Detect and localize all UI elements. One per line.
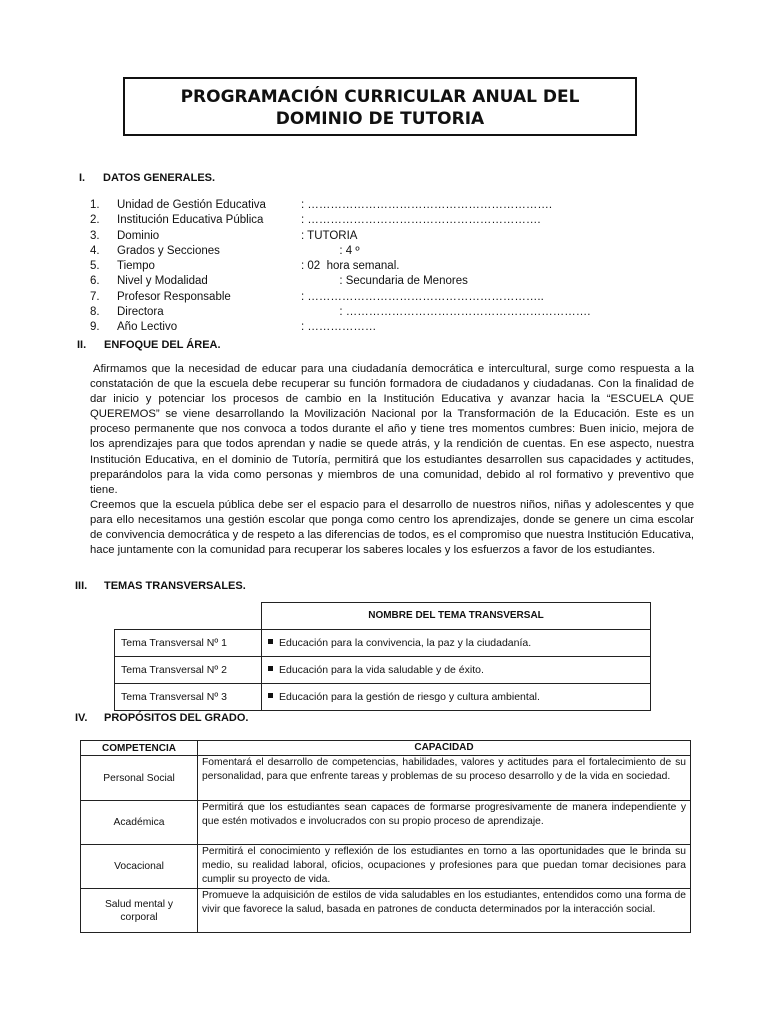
propositos-table [80, 740, 691, 933]
item-label: Tiempo [117, 260, 155, 273]
table-header-row [115, 603, 651, 630]
table-cell: Permitirá que los estudiantes sean capaces de formarse progresivamente de manera independiente y que estén motivados e involucrados con su propio proceso de aprendizaje. [198, 801, 691, 845]
item-value: : Secundaria de Menores [301, 275, 468, 288]
section-number: IV. [75, 712, 88, 724]
item-label: Profesor Responsable [117, 290, 231, 303]
section-title: TEMAS TRANSVERSALES. [104, 580, 246, 592]
table-cell: Fomentará el desarrollo de competencias, habilidades, valores y actitudes para el fortalecimiento de su personalidad, para que enfrente tareas y problemas de su proceso desarrollo y de la vida en sociedad. [198, 756, 691, 801]
datos-generales-list [90, 198, 650, 336]
table-header-row [81, 741, 691, 756]
table-cell: Permitirá el conocimiento y reflexión de los estudiantes en torno a las oportunidades que le brinda su medio, su realidad laboral, oficios, ocupaciones y profesiones para que puedan tomar decisiones para cumplir su proyecto de vida. [198, 845, 691, 889]
list-item [90, 244, 650, 259]
list-item [90, 198, 650, 213]
list-item [90, 213, 650, 228]
paragraph: Creemos que la escuela pública debe ser el espacio para el desarrollo de nuestros niños, niñas y adolescentes y que para ello necesitamos una gestión escolar que ponga como centro los aprendizajes, donde se genere un cima escolar de convivencia democrática y de respeto a las diferencias de todos, es el compromiso que nuestra Institución Educativa, hace juntamente con la comunidad para recuperar los saberes locales y los esfuerzos a favor de los estudiantes. [90, 498, 694, 557]
list-item [90, 290, 650, 305]
item-label: Grados y Secciones [117, 244, 220, 257]
item-number: 3. [90, 229, 100, 242]
item-number: 4. [90, 244, 100, 257]
item-label: Dominio [117, 229, 160, 242]
bullet-icon [268, 666, 273, 671]
title-line-2: DOMINIO DE TUTORIA [275, 109, 485, 129]
section-number: II. [77, 339, 87, 351]
table-row [81, 889, 691, 933]
section-number: III. [75, 580, 88, 592]
item-value: : TUTORIA [301, 229, 358, 242]
title-box [123, 77, 637, 136]
column-header: CAPACIDAD [198, 741, 691, 756]
list-item [90, 259, 650, 274]
item-value: : ………………………………………………………. [301, 199, 553, 211]
item-number: 8. [90, 306, 100, 319]
section-title: DATOS GENERALES. [103, 172, 216, 184]
item-number: 1. [90, 199, 100, 211]
section-title: PROPÓSITOS DEL GRADO. [104, 712, 249, 724]
table-row [115, 683, 651, 710]
tema-text: Educación para la vida saludable y de éxito. [279, 663, 484, 676]
table-row [81, 845, 691, 889]
column-header: COMPETENCIA [81, 741, 198, 756]
list-item [90, 320, 650, 335]
table-cell: Promueve la adquisición de estilos de vida saludables en los estudiantes, entendidos como una forma de vivir que favorece la salud, basada en patrones de conducta determinados por la interacción social. [198, 889, 691, 933]
column-header: NOMBRE DEL TEMA TRANSVERSAL [262, 603, 651, 630]
table-cell: Tema Transversal Nº 3 [115, 683, 262, 710]
section-heading-temas [75, 580, 246, 592]
item-value: : ………………………………………………………. [301, 306, 591, 319]
table-row [81, 756, 691, 801]
enfoque-text [90, 362, 694, 558]
paragraph: Afirmamos que la necesidad de educar para una ciudadanía democrática e intercultural, surge como respuesta a la constatación de que la escuela debe recuperar su función formadora de ciudadanos y ciudadanas. Con la finalidad de dar inicio y potenciar los procesos de cambio en la Institución Educativa y avanzar hacia la “ESCUELA QUE QUEREMOS” se viene desarrollando la Movilización Nacional por la Transformación de la Educación. Este es un proceso permanente que nos convoca a todos durante el año y tiene tres momentos cumbres: Buen inicio, mejora de los aprendizajes para que todos aprendan y nadie se quede atrás, y la rendición de cuentas. En ese aspecto, nuestra Institución Educativa, en el dominio de Tutoría, permitirá que los estudiantes desarrollen sus capacidades y actitudes, preparándolos para la vida como personas y miembros de una comunidad, debido al rol formativo y preventivo que tiene. [90, 363, 694, 496]
table-cell [262, 656, 651, 683]
item-number: 9. [90, 321, 100, 334]
section-heading-enfoque [77, 339, 221, 351]
table-cell: Tema Transversal Nº 2 [115, 656, 262, 683]
bullet-icon [268, 639, 273, 644]
table-cell [262, 629, 651, 656]
item-value: : ……………… [301, 321, 377, 334]
section-number: I. [79, 172, 86, 184]
table-row [81, 801, 691, 845]
item-label: Institución Educativa Pública [117, 214, 264, 227]
item-value: : …………………………………………………….. [301, 290, 544, 303]
table-row [115, 656, 651, 683]
item-number: 5. [90, 260, 100, 273]
list-item [90, 229, 650, 244]
table-cell: Personal Social [81, 756, 198, 801]
item-label: Unidad de Gestión Educativa [117, 199, 266, 211]
table-row [115, 629, 651, 656]
section-heading-propositos [75, 712, 249, 724]
item-label: Año Lectivo [117, 321, 178, 334]
list-item [90, 274, 650, 289]
list-item [90, 305, 650, 320]
table-cell: Tema Transversal Nº 1 [115, 629, 262, 656]
item-number: 7. [90, 290, 100, 303]
section-heading-datos [79, 172, 216, 184]
tema-text: Educación para la convivencia, la paz y la ciudadanía. [279, 636, 532, 649]
item-label: Nivel y Modalidad [117, 275, 208, 288]
table-cell: Vocacional [81, 845, 198, 889]
item-value: : 02 hora semanal. [301, 260, 400, 273]
item-value: : ……………………………………………………. [301, 214, 541, 227]
tema-text: Educación para la gestión de riesgo y cultura ambiental. [279, 690, 540, 703]
bullet-icon [268, 693, 273, 698]
table-cell: Salud mental y corporal [81, 889, 198, 933]
table-cell [262, 683, 651, 710]
item-label: Directora [117, 306, 164, 319]
item-value: : 4 º [301, 244, 360, 257]
table-cell: Académica [81, 801, 198, 845]
section-title: ENFOQUE DEL ÁREA. [104, 339, 221, 351]
item-number: 6. [90, 275, 100, 288]
item-number: 2. [90, 214, 100, 227]
title-line-1: PROGRAMACIÓN CURRICULAR ANUAL DEL [180, 87, 580, 107]
temas-table [114, 602, 651, 711]
